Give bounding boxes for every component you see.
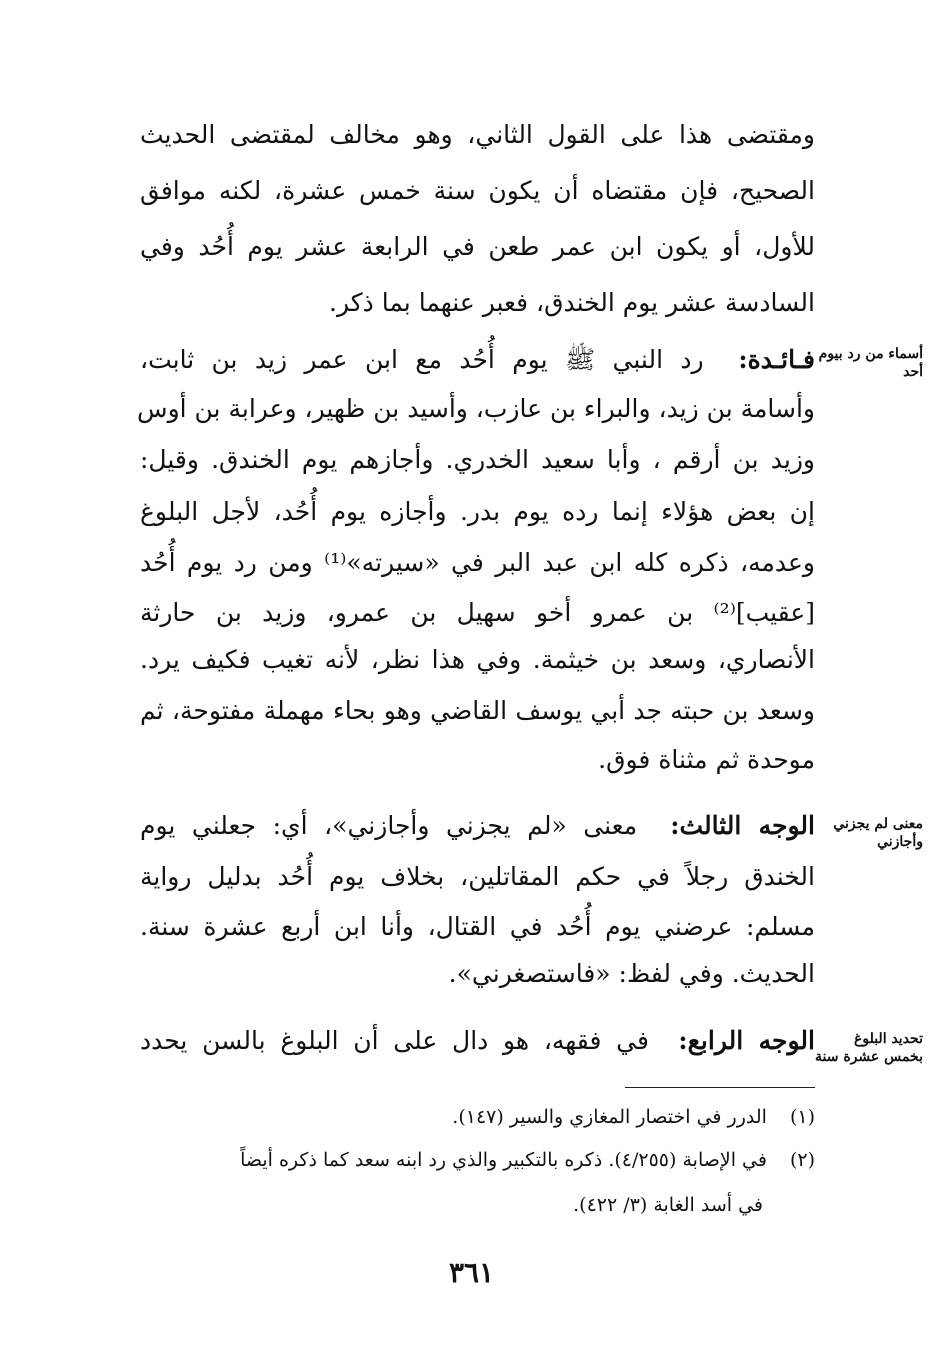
text-line: مسلم: عرضني يوم أُحُد في القتال، وأنا ابن أربع عشرة سنة. <box>140 912 815 941</box>
footnote <box>140 1143 815 1177</box>
footnote-continuation: في أسد الغابة (٣/ ٤٢٢). <box>573 1194 763 1216</box>
text-line: وزيد بن أرقم ، وأبا سعيد الخدري. وأجازهم يوم الخندق. وقيل: <box>140 445 815 474</box>
footnote-text: الدرر في اختصار المغازي والسير (١٤٧). <box>452 1106 767 1128</box>
text-span: في فقهه، هو دال على أن البلوغ بالسن يحدد <box>140 1026 649 1055</box>
text-line: ومقتضى هذا على القول الثاني، وهو مخالف لمقتضى الحديث <box>140 120 815 149</box>
paragraph-lead: الوجه الرابع: <box>678 1026 815 1055</box>
margin-note: تحديد البلوغ بخمس عشرة سنة <box>815 1031 923 1065</box>
text-line: السادسة عشر يوم الخندق، فعبر عنهما بما ذكر. <box>329 288 815 317</box>
text-line: الحديث. وفي لفظ: «فاستصغرني». <box>448 959 815 988</box>
text-line: للأول، أو يكون ابن عمر طعن في الرابعة عشر يوم أُحُد وفي <box>140 232 815 261</box>
text-span: رد النبي ﷺ يوم أُحُد مع ابن عمر زيد بن ثابت، <box>140 345 704 374</box>
text-line: موحدة ثم مثناة فوق. <box>598 745 815 774</box>
text-line: وأسامة بن زيد، والبراء بن عازب، وأسيد بن ظهير، وعرابة بن أوس <box>137 394 815 423</box>
text-line: وسعد بن حبته جد أبي يوسف القاضي وهو بحاء مهملة مفتوحة، ثم <box>140 696 815 725</box>
footnote-number: (٢) <box>789 1149 815 1171</box>
text-line <box>140 798 815 854</box>
text-line: إن بعض هؤلاء إنما رده يوم بدر. وأجازه يوم أُحُد، لأجل البلوغ <box>140 497 815 526</box>
margin-note: أسماء من رد بيوم أحد <box>818 346 923 380</box>
footnote-number: (١) <box>789 1106 815 1128</box>
text-line <box>140 1013 815 1069</box>
text-line: [عقيب]⁽²⁾ بن عمرو أخو سهيل بن عمرو، وزيد بن حارثة <box>140 598 815 627</box>
text-span: معنى «لم يجزني وأجازني»، أي: جعلني يوم <box>140 811 638 840</box>
paragraph-lead: فـائـدة: <box>738 345 815 374</box>
footnote <box>140 1100 815 1134</box>
page-number: ٣٦١ <box>448 1256 495 1289</box>
text-line: وعدمه، ذكره كله ابن عبد البر في «سيرته»⁽¹⁾ ومن رد يوم أُحُد <box>140 548 815 577</box>
footnote-separator <box>625 1087 815 1088</box>
text-line: الصحيح، فإن مقتضاه أن يكون سنة خمس عشرة، لكنه موافق <box>140 176 815 205</box>
paragraph-lead: الوجه الثالث: <box>670 811 815 840</box>
footnote-text: في الإصابة (٤/٢٥٥). ذكره بالتكبير والذي رد ابنه سعد كما ذكره أيضاً <box>240 1149 767 1171</box>
text-line: الخندق رجلاً في حكم المقاتلين، بخلاف يوم أُحُد بدليل رواية <box>140 862 815 891</box>
margin-note: معنى لم يجزني وأجازني <box>833 816 923 850</box>
text-line <box>140 332 815 388</box>
text-line: الأنصاري، وسعد بن خيثمة. وفي هذا نظر، لأنه تغيب فكيف يرد. <box>140 645 815 674</box>
